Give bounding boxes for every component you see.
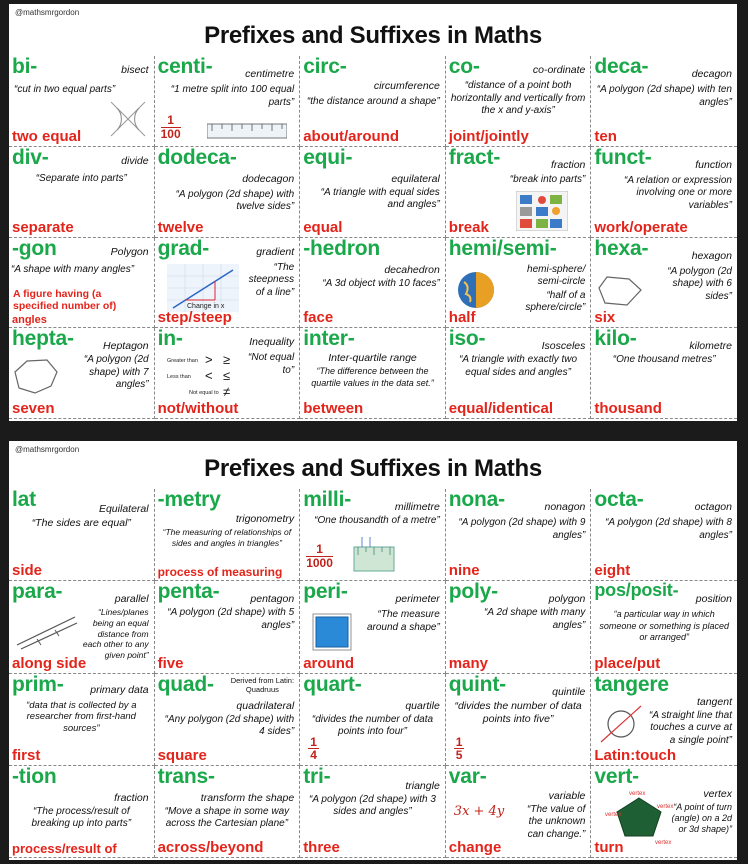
card-vert bbox=[591, 766, 737, 858]
card-nona bbox=[446, 489, 592, 581]
card-meaning: five bbox=[157, 654, 184, 672]
card-prefix: octa- bbox=[594, 489, 644, 511]
card-tion bbox=[9, 766, 155, 858]
card-var bbox=[446, 766, 592, 858]
card-iso bbox=[446, 328, 592, 419]
card-description: “Move a shape in some way across the Cartesian plane” bbox=[164, 805, 290, 830]
card-word: quartile bbox=[405, 699, 440, 712]
card-prefix: penta- bbox=[157, 581, 220, 604]
card-meaning: not/without bbox=[157, 400, 239, 417]
card-deca bbox=[591, 56, 737, 147]
card-prefix: -metry bbox=[157, 489, 221, 511]
greater-than-icon: > bbox=[204, 352, 213, 368]
card-description: “A polygon (2d shape) with 3 sides and angles” bbox=[309, 793, 436, 818]
card-word: equilateral bbox=[391, 172, 440, 185]
card-meaning: Latin:touch bbox=[594, 746, 677, 764]
card-prefix: pos/posit- bbox=[594, 581, 679, 601]
card-word: variable bbox=[548, 789, 586, 802]
card-para bbox=[9, 581, 155, 673]
card-meaning: place/put bbox=[594, 654, 661, 672]
card-meaning: seven bbox=[12, 400, 55, 417]
card-word: Isosceles bbox=[541, 340, 586, 353]
card-word: vertex bbox=[703, 787, 732, 800]
card-description: “Separate into parts” bbox=[35, 172, 127, 184]
card-prefix: hemi/semi- bbox=[448, 237, 557, 260]
fraction-one-quarter: $\frac{1}{4}$ bbox=[310, 734, 317, 763]
card-description: “The sides are equal” bbox=[31, 517, 131, 529]
ruler-icon bbox=[207, 122, 287, 140]
card-meaning: step/steep bbox=[157, 309, 232, 327]
card-description: “The steepness of a line” bbox=[248, 261, 295, 298]
card-prefix: dodeca- bbox=[157, 146, 237, 169]
card-centi bbox=[155, 56, 301, 147]
card-description: “divides the number of data points into four” bbox=[311, 713, 434, 737]
poster-2 bbox=[9, 441, 737, 860]
card-prefix: -gon bbox=[12, 237, 57, 260]
card-prefix: milli- bbox=[303, 489, 351, 511]
heptagon-icon bbox=[13, 358, 61, 396]
card-word: triangle bbox=[405, 779, 440, 792]
card-word: Polygon bbox=[110, 245, 149, 258]
less-than-icon: < bbox=[204, 368, 213, 384]
card-meaning: face bbox=[303, 309, 334, 327]
card-peri bbox=[300, 581, 446, 673]
card-word: centimetre bbox=[245, 68, 295, 80]
card-word: polygon bbox=[548, 593, 586, 606]
card-meaning: half bbox=[448, 309, 476, 327]
card-word: tangent bbox=[696, 695, 732, 708]
card-description: “A point of turn (angle) on a 2d or 3d shape)” bbox=[671, 801, 732, 835]
card-word: co-ordinate bbox=[532, 64, 586, 76]
card-word: pentagon bbox=[250, 593, 295, 606]
card-prefix: prim- bbox=[12, 673, 64, 696]
card-prefix: bi- bbox=[12, 56, 38, 78]
card-description: “divides the number of data points into five” bbox=[454, 699, 582, 725]
author-handle: @mathsmrgordon bbox=[15, 445, 80, 454]
greater-than-label: Greater than bbox=[166, 358, 198, 365]
card-description: “The measure around a shape” bbox=[366, 609, 440, 633]
card-meaning: twelve bbox=[157, 218, 204, 236]
card-hexa bbox=[591, 238, 737, 329]
card-word: parallel bbox=[114, 593, 149, 606]
card-prefix: co- bbox=[448, 56, 480, 78]
card-prefix: centi- bbox=[157, 56, 213, 78]
card-word: gradient bbox=[256, 245, 295, 258]
card-prefix: vert- bbox=[594, 765, 639, 788]
card-description: “half of a sphere/circle” bbox=[525, 289, 586, 313]
card-prim bbox=[9, 674, 155, 766]
card-description: “A straight line that touches a curve at a single point” bbox=[648, 709, 732, 746]
card-word: dodecagon bbox=[242, 172, 295, 185]
card-meaning: nine bbox=[448, 562, 480, 580]
card-meaning: eight bbox=[594, 562, 631, 580]
fraction-one-fifth: $\frac{1}{5}$ bbox=[455, 734, 463, 763]
card-fract bbox=[446, 147, 592, 238]
card-word: circumference bbox=[373, 80, 440, 92]
card-word: divide bbox=[121, 154, 149, 167]
card-meaning: many bbox=[448, 654, 488, 672]
card-description: “A polygon (2d shape) with 5 angles” bbox=[167, 607, 295, 631]
fraction-grid-icon bbox=[516, 191, 568, 231]
card-hemi-semi bbox=[446, 238, 592, 329]
card-meaning: turn bbox=[594, 839, 624, 856]
graph-label: Change in x bbox=[186, 302, 224, 310]
card-circ bbox=[300, 56, 446, 147]
card-meaning: between bbox=[303, 400, 364, 417]
card-word: octagon bbox=[694, 501, 732, 513]
card-word: Inequality bbox=[249, 336, 295, 349]
card-description: “A relation or expression involving one or more variables” bbox=[623, 174, 732, 211]
card-description: “distance of a point both horizontally and vertically from the x and y-axis” bbox=[450, 80, 586, 116]
vertex-label: vertex bbox=[605, 811, 622, 818]
card-word: decagon bbox=[691, 68, 732, 80]
page-title: Prefixes and Suffixes in Maths bbox=[204, 22, 542, 49]
card-description: “Not equal to” bbox=[248, 352, 295, 376]
card-meaning: change bbox=[448, 839, 502, 856]
card-word: fraction bbox=[550, 158, 586, 171]
card-prefix: para- bbox=[12, 581, 63, 604]
card-meaning: first bbox=[12, 746, 41, 764]
card-description: “Any polygon (2d shape) with 4 sides” bbox=[164, 713, 295, 737]
card-word: millimetre bbox=[394, 501, 440, 513]
card-prefix: nona- bbox=[448, 489, 505, 511]
pentagon-vertex-icon bbox=[605, 788, 675, 846]
card-description: “The process/result of breaking up into parts” bbox=[31, 805, 132, 830]
card-description: “data that is collected by a researcher from first-hand sources” bbox=[26, 699, 137, 735]
card-hepta bbox=[9, 328, 155, 419]
card-word: fraction bbox=[114, 791, 149, 804]
card-tri bbox=[300, 766, 446, 858]
card-inter bbox=[300, 328, 446, 419]
card-prefix: lat bbox=[12, 489, 36, 511]
card-meaning: equal bbox=[303, 218, 343, 236]
card-quart bbox=[300, 674, 446, 766]
perimeter-square-icon bbox=[310, 611, 354, 651]
card-description: “A polygon (2d shape) with 8 angles” bbox=[605, 517, 732, 541]
card-word: perimeter bbox=[395, 593, 440, 606]
vertex-label: vertex bbox=[655, 839, 672, 846]
card-hedron bbox=[300, 238, 446, 329]
card-prefix: var- bbox=[448, 765, 487, 788]
card-meaning: thousand bbox=[594, 400, 662, 417]
fraction-one-hundredth: $\frac{1}{100}$ bbox=[160, 113, 181, 141]
card-octa bbox=[591, 489, 737, 581]
card-lat bbox=[9, 489, 155, 581]
card-word: primary data bbox=[90, 683, 149, 696]
card-prefix: quad- bbox=[157, 673, 214, 696]
card-description: “The measuring of relationships of sides and angles in triangles” bbox=[162, 527, 292, 548]
card-prefix: tri- bbox=[303, 765, 331, 788]
card-milli bbox=[300, 489, 446, 581]
card-description: “A polygon (2d shape) with 7 angles” bbox=[83, 354, 149, 391]
card-word: transform the shape bbox=[200, 791, 295, 804]
card-description: “A triangle with equal sides and angles” bbox=[320, 186, 440, 211]
card-meaning: separate bbox=[12, 218, 74, 236]
tangent-circle-icon bbox=[599, 704, 643, 744]
card-description: “1 metre split into 100 equal parts” bbox=[170, 84, 295, 108]
card-trans bbox=[155, 766, 301, 858]
card-prefix: poly- bbox=[448, 581, 498, 604]
vertex-label: vertex bbox=[629, 790, 646, 797]
card-meaning: angles bbox=[12, 314, 47, 327]
card-meaning: process/result of bbox=[12, 841, 117, 856]
card-meaning: ten bbox=[594, 127, 617, 145]
card-grad bbox=[155, 238, 301, 329]
card-description: “A polygon (2d shape) with twelve sides” bbox=[175, 188, 295, 213]
card-description: “A shape with many angles” bbox=[11, 263, 135, 275]
card-meaning: about/around bbox=[303, 127, 400, 145]
card-description: “break into parts” bbox=[509, 173, 586, 185]
author-handle: @mathsmrgordon bbox=[15, 8, 80, 17]
card-prefix: grad- bbox=[157, 237, 210, 260]
card-description: “the distance around a shape” bbox=[306, 96, 440, 107]
card-word: trigonometry bbox=[235, 513, 295, 525]
card-prefix: trans- bbox=[157, 765, 215, 788]
equation-text: 3x + 4y bbox=[453, 803, 505, 819]
card-meaning: joint/jointly bbox=[448, 127, 529, 145]
inequality-symbols bbox=[165, 350, 243, 398]
card-in bbox=[155, 328, 301, 419]
card-meaning: around bbox=[303, 654, 355, 672]
card-metry bbox=[155, 489, 301, 581]
card-description: “The value of the unknown can change.” bbox=[527, 803, 586, 840]
card-prefix: in- bbox=[157, 328, 183, 351]
card-prefix: -hedron bbox=[303, 237, 380, 260]
card-description: “A polygon (2d shape) with 6 sides” bbox=[667, 265, 732, 302]
card-prefix: circ- bbox=[303, 56, 347, 78]
not-equal-icon: ≠ bbox=[222, 384, 230, 399]
card-word: bisect bbox=[121, 64, 149, 76]
card-pos-posit bbox=[591, 581, 737, 673]
greater-equal-icon: ≥ bbox=[222, 352, 230, 368]
card-div bbox=[9, 147, 155, 238]
ruler-icon bbox=[344, 533, 400, 573]
card-co bbox=[446, 56, 592, 147]
card-dodeca bbox=[155, 147, 301, 238]
parallel-lines-icon bbox=[15, 611, 79, 651]
fraction-one-thousandth: $\frac{1}{1000}$ bbox=[306, 542, 333, 570]
card-meaning: square bbox=[157, 746, 207, 764]
less-equal-icon: ≤ bbox=[222, 368, 230, 384]
card-description: “A polygon (2d shape) with ten angles” bbox=[596, 84, 732, 108]
card-note: Derived from Latin: Quadruus bbox=[230, 675, 295, 694]
card-description: “cut in two equal parts” bbox=[14, 84, 116, 95]
card-word: quintile bbox=[552, 685, 586, 698]
card-poly bbox=[446, 581, 592, 673]
card-gon bbox=[9, 238, 155, 329]
card-word: function bbox=[695, 158, 732, 171]
card-prefix: kilo- bbox=[594, 328, 637, 351]
prefix-grid-2 bbox=[9, 489, 737, 858]
card-description: “One thousandth of a metre” bbox=[314, 515, 440, 526]
card-word: hexagon bbox=[691, 249, 732, 262]
card-prefix: inter- bbox=[303, 328, 355, 351]
hexagon-icon bbox=[597, 274, 643, 308]
prefix-grid-1 bbox=[9, 56, 737, 419]
card-description: “Lines/planes being an equal distance from each other to any given point” bbox=[82, 607, 149, 660]
card-prefix: equi- bbox=[303, 146, 353, 169]
card-word: position bbox=[695, 593, 732, 606]
card-meaning: across/beyond bbox=[157, 839, 264, 856]
card-prefix: fract- bbox=[448, 146, 501, 169]
card-description: “A polygon (2d shape) with 9 angles” bbox=[458, 517, 586, 541]
card-description: “a particular way in which someone or something is placed or arranged” bbox=[599, 609, 729, 642]
poster-1 bbox=[9, 4, 737, 421]
card-prefix: quart- bbox=[303, 673, 362, 696]
card-equi bbox=[300, 147, 446, 238]
card-prefix: quint- bbox=[448, 673, 506, 696]
card-prefix: funct- bbox=[594, 146, 652, 169]
card-word: hemi-sphere/ semi-circle bbox=[527, 263, 586, 287]
card-word: nonagon bbox=[544, 501, 586, 513]
card-meaning: work/operate bbox=[594, 218, 688, 236]
bisect-diagram bbox=[107, 98, 149, 140]
card-prefix: peri- bbox=[303, 581, 348, 604]
card-prefix: hepta- bbox=[12, 328, 74, 351]
card-meaning: equal/identical bbox=[448, 400, 553, 417]
card-description: “A 2d shape with many angles” bbox=[484, 607, 586, 631]
card-funct bbox=[591, 147, 737, 238]
card-bi bbox=[9, 56, 155, 147]
card-word: decahedron bbox=[384, 263, 440, 276]
card-tangere bbox=[591, 674, 737, 766]
card-prefix: deca- bbox=[594, 56, 649, 78]
less-than-label: Less than bbox=[166, 374, 191, 381]
card-extra-meaning: A figure having (a specified number of) bbox=[13, 287, 117, 313]
vertex-label: vertex bbox=[657, 803, 674, 810]
card-meaning: process of measuring bbox=[157, 565, 283, 580]
card-penta bbox=[155, 581, 301, 673]
card-word: quadrilateral bbox=[236, 699, 295, 712]
card-meaning: six bbox=[594, 309, 616, 327]
card-description: “The difference between the quartile values in the data set.” bbox=[311, 366, 434, 388]
card-description: “One thousand metres” bbox=[612, 354, 716, 366]
card-quad bbox=[155, 674, 301, 766]
page-title: Prefixes and Suffixes in Maths bbox=[204, 455, 542, 482]
card-prefix: hexa- bbox=[594, 237, 649, 260]
card-word: Equilateral bbox=[98, 503, 149, 515]
card-quint bbox=[446, 674, 592, 766]
card-kilo bbox=[591, 328, 737, 419]
card-word: Inter-quartile range bbox=[328, 352, 417, 365]
card-word: Heptagon bbox=[103, 340, 149, 353]
card-prefix: iso- bbox=[448, 328, 486, 351]
card-meaning: side bbox=[12, 562, 43, 580]
card-meaning: break bbox=[448, 218, 489, 236]
card-description: “A 3d object with 10 faces” bbox=[322, 277, 440, 289]
card-meaning: three bbox=[303, 839, 340, 856]
card-prefix: div- bbox=[12, 146, 49, 169]
gradient-graph bbox=[167, 264, 239, 312]
card-prefix: tangere bbox=[594, 673, 669, 696]
not-equal-label: Not equal to bbox=[188, 390, 219, 397]
card-description: “A triangle with exactly two equal sides and angles” bbox=[459, 354, 578, 378]
card-meaning: along side bbox=[12, 654, 87, 672]
globe-icon bbox=[456, 270, 496, 310]
card-word: kilometre bbox=[689, 340, 732, 353]
card-prefix: -tion bbox=[12, 765, 57, 788]
card-meaning: two equal bbox=[12, 127, 82, 145]
